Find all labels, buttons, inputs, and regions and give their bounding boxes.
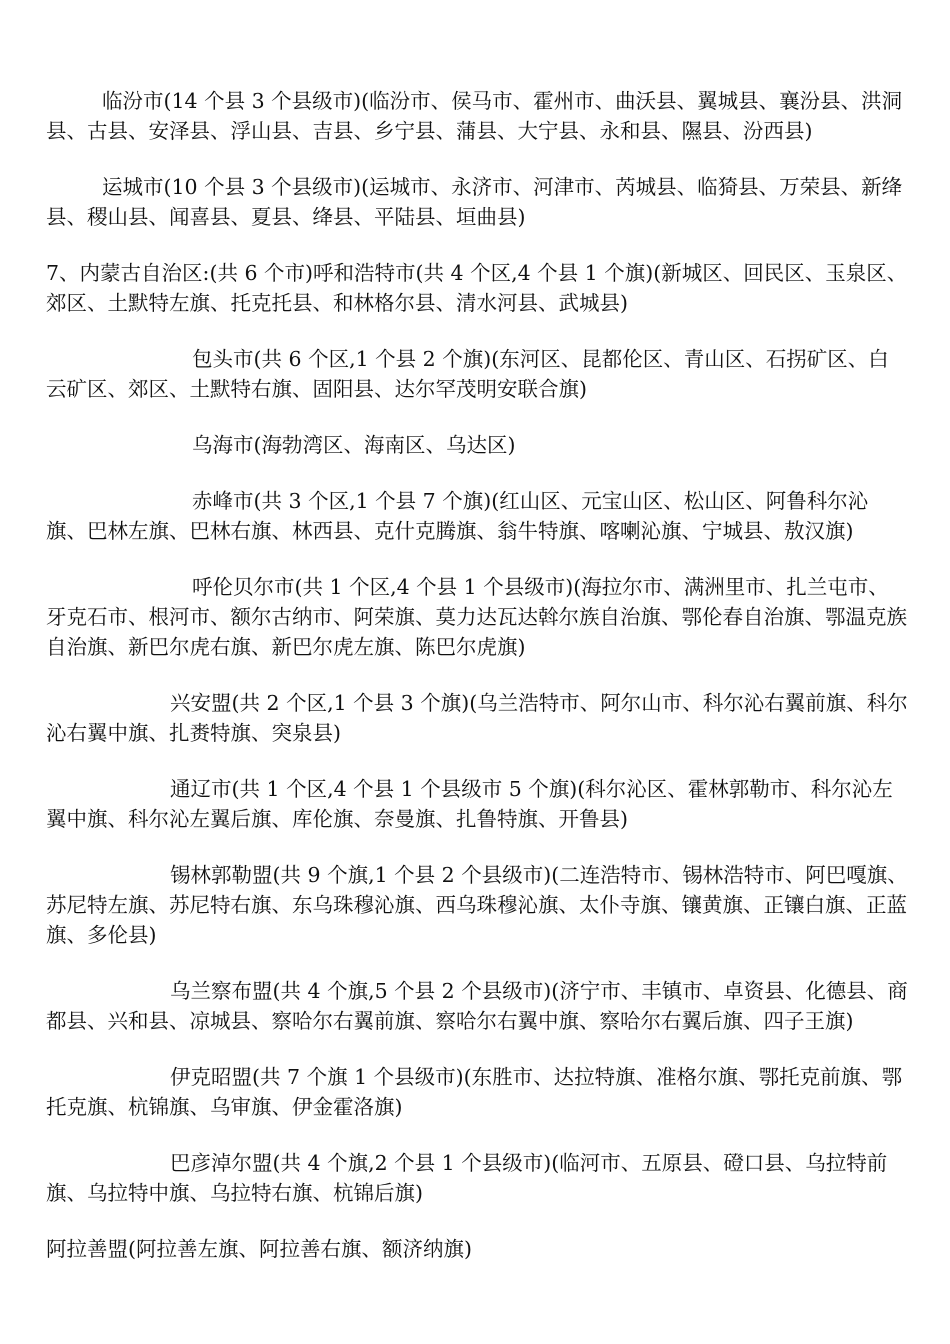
paragraph-baotou: 包头市(共 6 个区,1 个县 2 个旗)(东河区、昆都伦区、青山区、石拐矿区、白云矿区、郊区、土默特右旗、固阳县、达尔罕茂明安联合旗) (46, 347, 889, 401)
paragraph-chifeng: 赤峰市(共 3 个区,1 个县 7 个旗)(红山区、元宝山区、松山区、阿鲁科尔沁旗、巴林左旗、巴林右旗、林西县、克什克腾旗、翁牛特旗、喀喇沁旗、宁城县、敖汉旗) (46, 489, 869, 543)
paragraph-tongliao: 通辽市(共 1 个区,4 个县 1 个县级市 5 个旗)(科尔沁区、霍林郭勒市、科尔沁左翼中旗、科尔沁左翼后旗、库伦旗、奈曼旗、扎鲁特旗、开鲁县) (46, 777, 893, 831)
paragraph-hulunbuir: 呼伦贝尔市(共 1 个区,4 个县 1 个县级市)(海拉尔市、满洲里市、扎兰屯市、牙克石市、根河市、额尔古纳市、阿荣旗、莫力达瓦达斡尔族自治旗、鄂伦春自治旗、鄂温克族自治旗、新巴尔虎右旗、新巴尔虎左旗、陈巴尔虎旗) (46, 575, 907, 659)
paragraph-xilingol: 锡林郭勒盟(共 9 个旗,1 个县 2 个县级市)(二连浩特市、锡林浩特市、阿巴嘎旗、苏尼特左旗、苏尼特右旗、东乌珠穆沁旗、西乌珠穆沁旗、太仆寺旗、镶黄旗、正镶白旗、正蓝旗、多伦县) (46, 863, 908, 947)
paragraph-xinganmeng: 兴安盟(共 2 个区,1 个县 3 个旗)(乌兰浩特市、阿尔山市、科尔沁右翼前旗、科尔沁右翼中旗、扎赉特旗、突泉县) (46, 691, 908, 745)
paragraph-alxa: 阿拉善盟(阿拉善左旗、阿拉善右旗、额济纳旗) (46, 1237, 472, 1261)
paragraph-inner-mongolia-hohhot: 7、内蒙古自治区:(共 6 个市)呼和浩特市(共 4 个区,4 个县 1 个旗)(新城区、回民区、玉泉区、郊区、土默特左旗、托克托县、和林格尔县、清水河县、武城县) (46, 261, 908, 315)
paragraph-ikezhao: 伊克昭盟(共 7 个旗 1 个县级市)(东胜市、达拉特旗、准格尔旗、鄂托克前旗、鄂托克旗、杭锦旗、乌审旗、伊金霍洛旗) (46, 1065, 903, 1119)
paragraph-linfen: 临汾市(14 个县 3 个县级市)(临汾市、侯马市、霍州市、曲沃县、翼城县、襄汾县、洪洞县、古县、安泽县、浮山县、吉县、乡宁县、蒲县、大宁县、永和县、隰县、汾西县) (46, 89, 903, 143)
paragraph-wuhai: 乌海市(海勃湾区、海南区、乌达区) (192, 433, 516, 457)
document-body (46, 86, 908, 1290)
paragraph-bayannur: 巴彦淖尔盟(共 4 个旗,2 个县 1 个县级市)(临河市、五原县、磴口县、乌拉特前旗、乌拉特中旗、乌拉特右旗、杭锦后旗) (46, 1151, 888, 1205)
paragraph-yuncheng: 运城市(10 个县 3 个县级市)(运城市、永济市、河津市、芮城县、临猗县、万荣县、新绛县、稷山县、闻喜县、夏县、绛县、平陆县、垣曲县) (46, 175, 903, 229)
paragraph-ulanqab: 乌兰察布盟(共 4 个旗,5 个县 2 个县级市)(济宁市、丰镇市、卓资县、化德县、商都县、兴和县、凉城县、察哈尔右翼前旗、察哈尔右翼中旗、察哈尔右翼后旗、四子王旗) (46, 979, 908, 1033)
